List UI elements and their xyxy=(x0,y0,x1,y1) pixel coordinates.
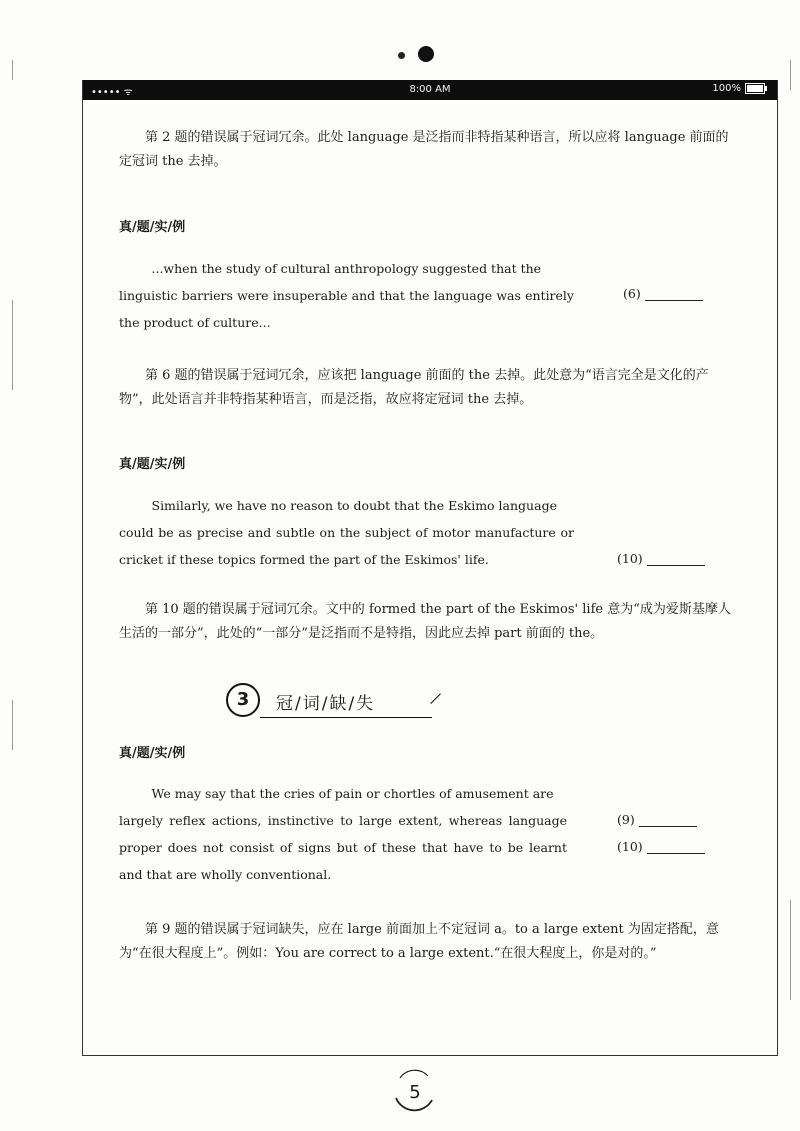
section-tick-mark xyxy=(430,693,441,704)
battery-icon xyxy=(745,83,765,94)
status-bar xyxy=(83,80,777,100)
answer-blank[interactable] xyxy=(617,551,705,566)
answer-line xyxy=(647,553,705,566)
answer-number: (10) xyxy=(617,839,643,854)
signal-icon: ••••• ᯤ xyxy=(91,87,133,98)
page-number-digit: 5 xyxy=(409,1082,421,1103)
margin-mark xyxy=(790,60,791,90)
example-text xyxy=(119,255,574,336)
section-underline xyxy=(260,717,432,718)
answer-line xyxy=(645,288,703,301)
answer-number: (6) xyxy=(623,286,641,301)
section-title: 冠/词/缺/失 xyxy=(276,694,376,714)
example-heading: 真/题/实/例 xyxy=(119,746,186,761)
answer-number: (9) xyxy=(617,812,635,827)
camera-dot xyxy=(418,46,434,62)
answer-line xyxy=(647,841,705,854)
answer-blank[interactable] xyxy=(617,839,705,854)
explanation-paragraph: 第 6 题的错误属于冠词冗余，应该把 language 前面的 the 去掉。此处意为“语言完全是文化的产物”，此处语言并非特指某种语言，而是泛指，故应将定冠词 the 去掉。 xyxy=(119,368,709,407)
battery-percent: 100% xyxy=(712,83,741,94)
section-heading xyxy=(226,683,456,723)
example-first-line: We may say that the cries of pain or chortles of amusement are xyxy=(151,786,554,801)
answer-line xyxy=(639,814,697,827)
example-rest: could be as precise and subtle on the subject of motor manufacture or cricket if these topics formed the part of the Eskimos' life. xyxy=(119,525,574,567)
example-heading: 真/题/实/例 xyxy=(119,457,186,472)
example-first-line: Similarly, we have no reason to doubt that the Eskimo language xyxy=(151,498,557,513)
margin-mark xyxy=(790,900,791,1000)
page-number xyxy=(392,1068,438,1114)
example-first-line: ...when the study of cultural anthropology suggested that the xyxy=(151,261,542,276)
example-heading: 真/题/实/例 xyxy=(119,220,186,235)
example-rest: largely reflex actions, instinctive to large extent, whereas language proper does not consist of signs but of these that have to be learnt and that are wholly conventional. xyxy=(119,813,567,882)
explanation-paragraph: 第 2 题的错误属于冠词冗余。此处 language 是泛指而非特指某种语言，所以应将 language 前面的定冠词 the 去掉。 xyxy=(119,130,729,169)
example-rest: linguistic barriers were insuperable and that the language was entirely the product of culture... xyxy=(119,288,574,330)
camera-dot-small xyxy=(398,52,405,59)
example-text xyxy=(119,780,567,888)
answer-blank[interactable] xyxy=(617,812,697,827)
example-text xyxy=(119,492,574,573)
margin-mark xyxy=(12,300,13,390)
margin-mark xyxy=(12,700,13,750)
margin-mark xyxy=(12,60,13,80)
section-number-badge: 3 xyxy=(226,683,260,717)
answer-number: (10) xyxy=(617,551,643,566)
explanation-paragraph: 第 9 题的错误属于冠词缺失，应在 large 前面加上不定冠词 a。to a large extent 为固定搭配，意为“在很大程度上”。例如：You are correct to a large extent.“在很大程度上，你是对的。” xyxy=(119,922,719,961)
answer-blank[interactable] xyxy=(623,286,703,301)
status-time: 8:00 AM xyxy=(409,84,451,95)
device-screen xyxy=(82,80,778,1056)
battery-status xyxy=(712,83,765,94)
explanation-paragraph: 第 10 题的错误属于冠词冗余。文中的 formed the part of the Eskimos' life 意为“成为爱斯基摩人生活的一部分”，此处的“一部分”是泛指而不是特指，因此应去掉 part 前面的 the。 xyxy=(119,602,731,641)
